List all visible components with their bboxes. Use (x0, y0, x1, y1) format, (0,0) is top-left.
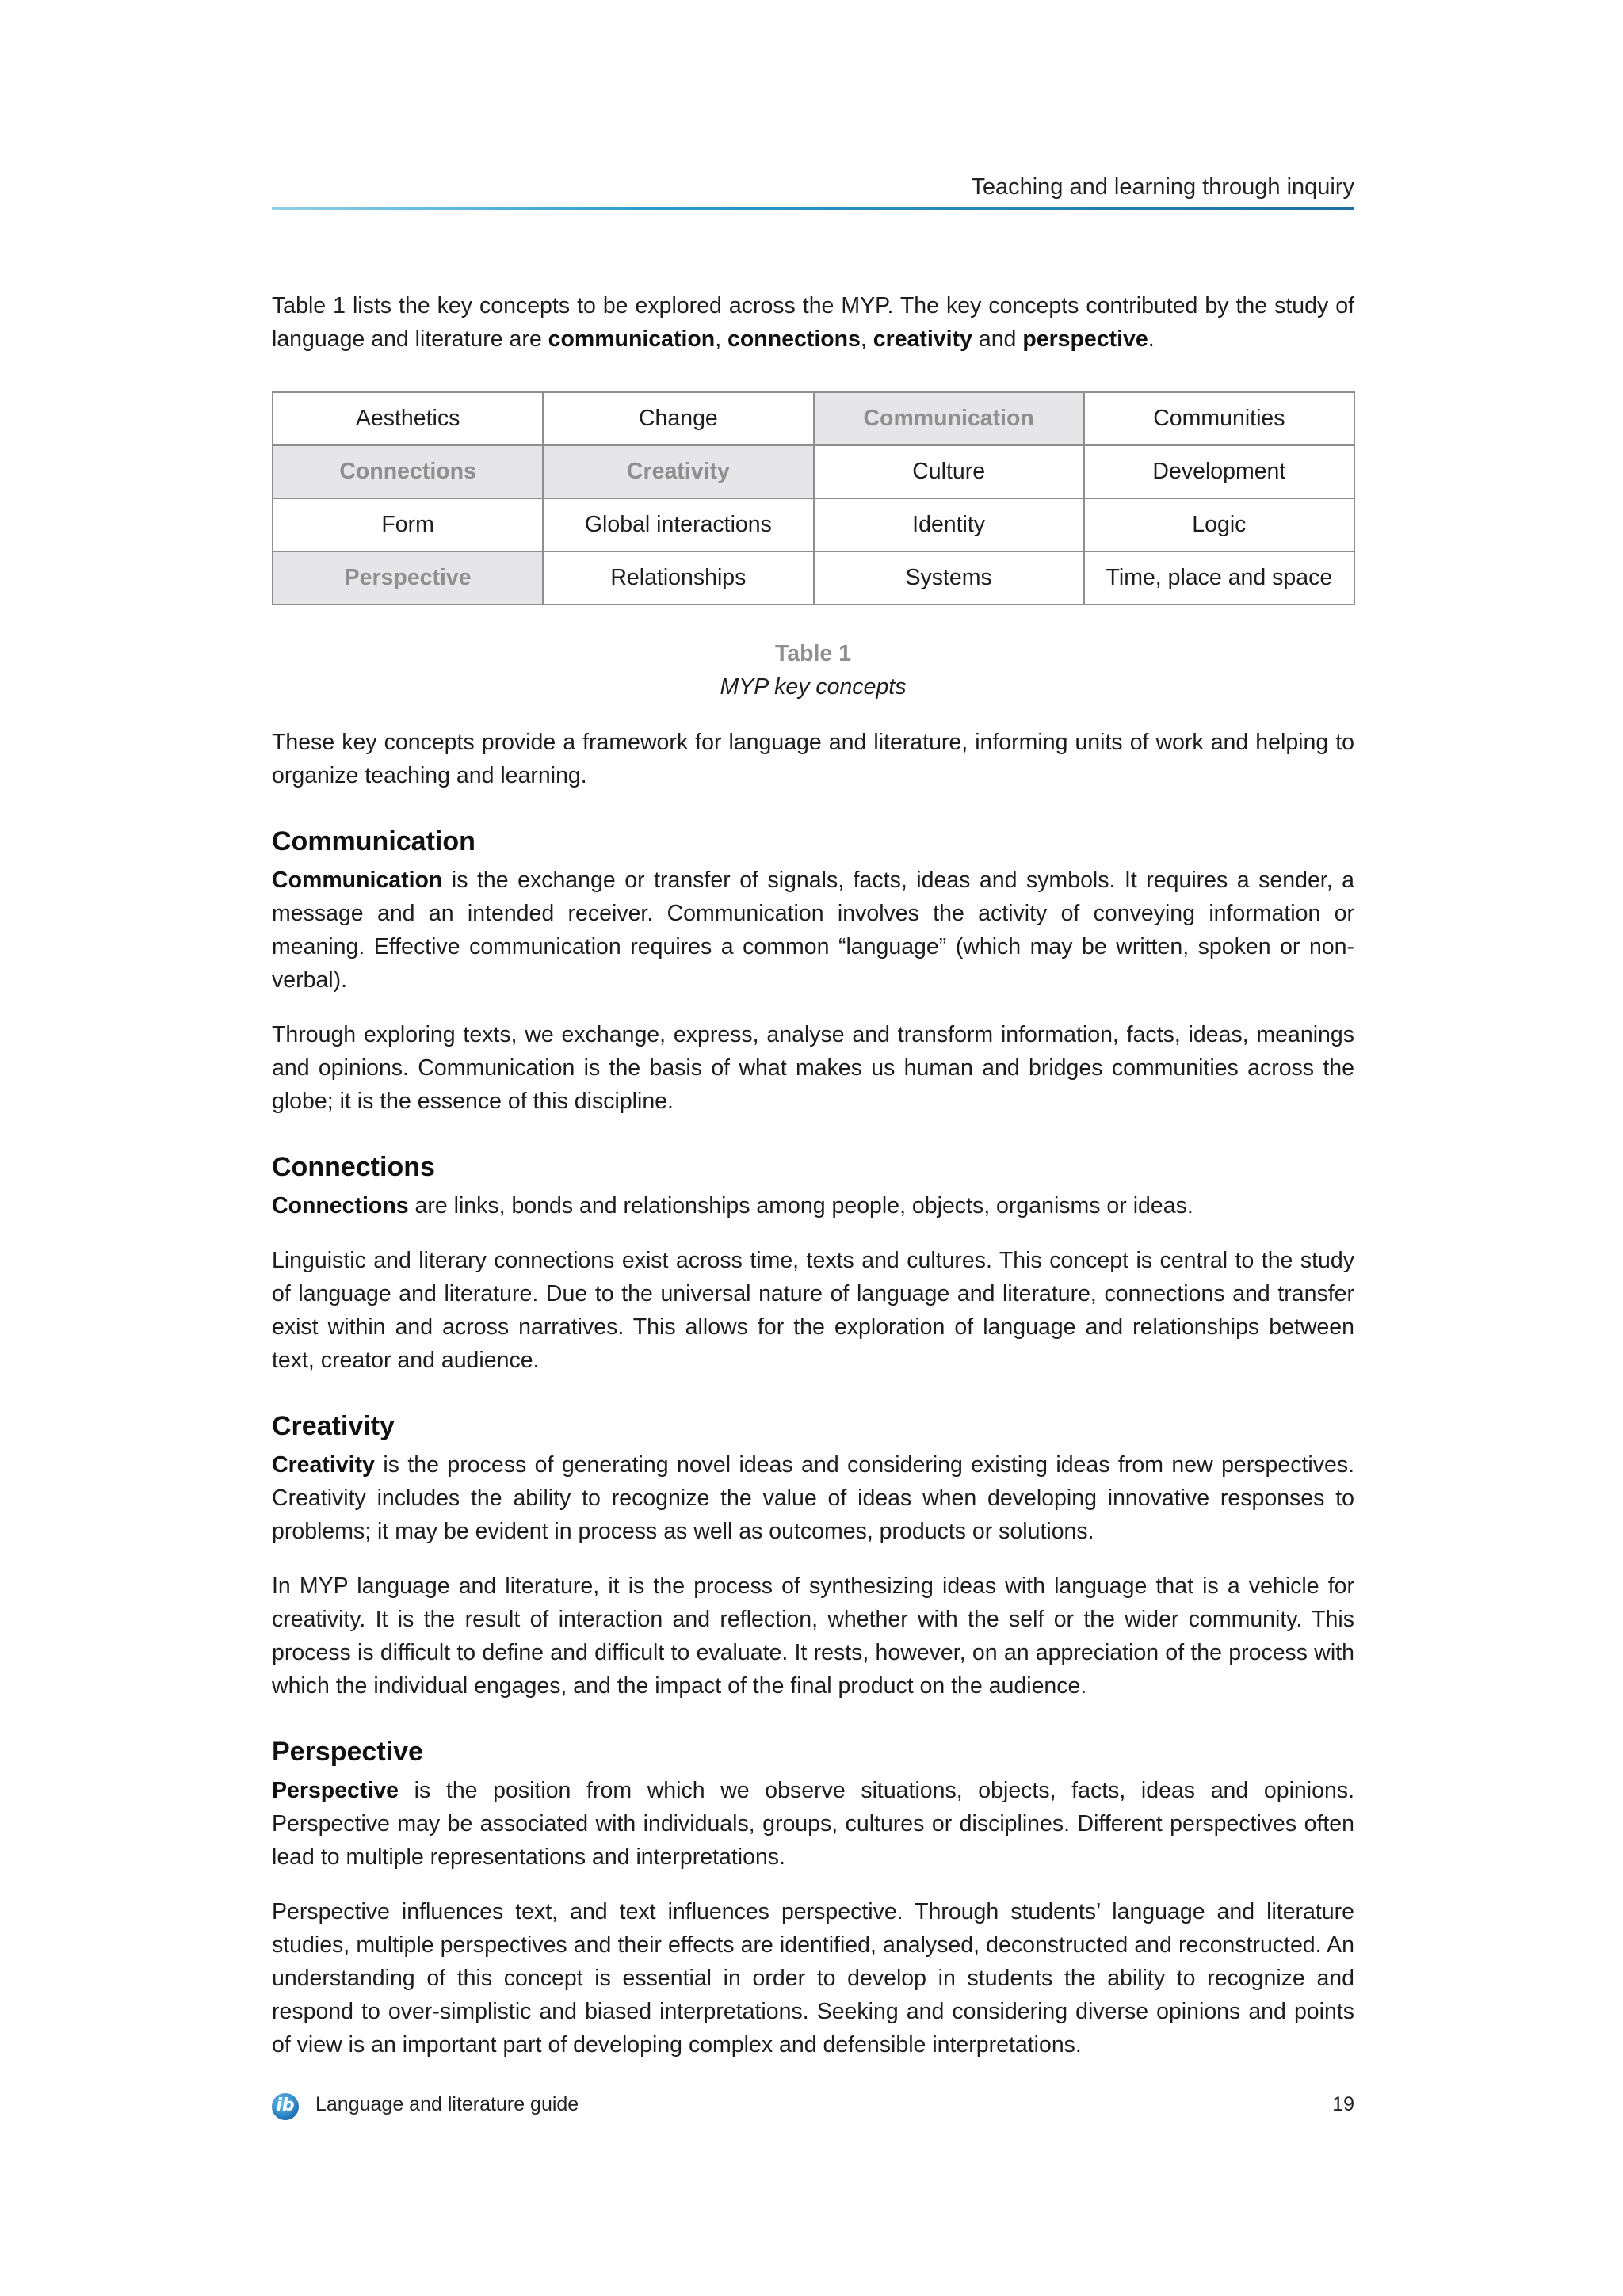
intro-term-communication: communication (548, 326, 716, 352)
framework-paragraph: These key concepts provide a framework for language and literature, informing units of work and helping to organize teaching and learning. (272, 730, 1354, 788)
table-cell-highlighted: Connections (273, 445, 543, 498)
table-cell-highlighted: Communication (814, 392, 1084, 445)
table-caption-title: MYP key concepts (720, 674, 907, 700)
table-cell: Culture (814, 445, 1084, 498)
section-heading-perspective: Perspective (272, 1737, 423, 1767)
page-footer (272, 2092, 1354, 2126)
connections-paragraph-1 (272, 1189, 1354, 1222)
table-caption-number: Table 1 (774, 641, 852, 666)
connections-paragraph-2: Linguistic and literary connections exist across time, texts and cultures. This concept is central to the study of language and literature. Due to the universal nature of language and literature, connections and transfer exist within and across narratives. This allows for the exploration of language and relationships between text, creator and audience. (272, 1248, 1354, 1373)
creativity-paragraph-2: In MYP language and literature, it is the process of synthesizing ideas with language that is a vehicle for creativity. It is the result of interaction and reflection, whether with the self or the wider community. This process is difficult to define and difficult to evaluate. It rests, however, on an appreciation of the process with which the individual engages, and the impact of the final product on the audience. (272, 1573, 1354, 1699)
header-rule (272, 207, 1354, 210)
intro-term-perspective: perspective (1022, 326, 1148, 352)
table-caption (272, 637, 1354, 704)
key-concepts-table (272, 391, 1355, 605)
creativity-paragraph-1 (272, 1448, 1354, 1548)
footer-title: Language and literature guide (315, 2093, 579, 2115)
term-connections: Connections (272, 1193, 409, 1219)
page-number: 19 (1332, 2093, 1354, 2115)
table-cell: Change (543, 392, 813, 445)
intro-term-creativity: creativity (873, 326, 972, 352)
paragraph-text: are links, bonds and relationships among people, objects, organisms or ideas. (408, 1193, 1193, 1219)
table-cell: Relationships (543, 551, 813, 605)
ib-logo-icon (272, 2093, 299, 2120)
table-cell: Communities (1084, 392, 1354, 445)
ib-logo-text: ib (276, 2096, 295, 2115)
term-communication: Communication (272, 868, 443, 893)
table-row (273, 445, 1354, 498)
paragraph-text: is the process of generating novel ideas and considering existing ideas from new perspectives. Creativity includes the ability to recognize the value of ideas when developing innovative responses to problems; it may be evident in process as well as outcomes, products or solutions. (272, 1452, 1354, 1544)
intro-period: . (1148, 326, 1155, 352)
perspective-paragraph-2: Perspective influences text, and text influences perspective. Through students’ language and literature studies, multiple perspectives and their effects are identified, analysed, deconstructed and reconstructed. An understanding of this concept is essential in order to develop in students the ability to recognize and respond to over-simplistic and biased interpretations. Seeking and considering diverse opinions and points of view is an important part of developing complex and defensible interpretations. (272, 1899, 1354, 2058)
term-creativity: Creativity (272, 1452, 375, 1478)
intro-separator: and (972, 326, 1023, 352)
table-cell-highlighted: Creativity (543, 445, 813, 498)
table-row (273, 551, 1354, 605)
communication-paragraph-1 (272, 864, 1354, 997)
table-cell: Systems (814, 551, 1084, 605)
table-cell: Development (1084, 445, 1354, 498)
table-cell: Aesthetics (273, 392, 543, 445)
table-row (273, 392, 1354, 445)
perspective-paragraph-1 (272, 1774, 1354, 1874)
intro-term-connections: connections (727, 326, 861, 352)
table-cell: Time, place and space (1084, 551, 1354, 605)
running-header-title: Teaching and learning through inquiry (971, 174, 1354, 200)
term-perspective: Perspective (272, 1778, 399, 1803)
table-cell: Form (273, 498, 543, 551)
intro-text: Table 1 lists the key concepts to be explored across the MYP. The key concepts contributed by the study of language and literature are (272, 293, 1354, 352)
table-cell: Logic (1084, 498, 1354, 551)
section-heading-communication: Communication (272, 826, 475, 856)
table-cell: Identity (814, 498, 1084, 551)
intro-separator: , (860, 326, 873, 352)
paragraph-text: is the exchange or transfer of signals, facts, ideas and symbols. It requires a sender, a message and an intended receiver. Communication involves the activity of conveying information or meaning. Effective communication requires a common “language” (which may be written, spoken or non-verbal). (272, 868, 1354, 993)
intro-paragraph (272, 289, 1354, 356)
table-cell-highlighted: Perspective (273, 551, 543, 605)
page-content (272, 289, 1354, 2083)
intro-separator: , (715, 326, 728, 352)
communication-paragraph-2: Through exploring texts, we exchange, express, analyse and transform information, facts, ideas, meanings and opinions. Communication is the basis of what makes us human and bridges communities across the globe; it is the essence of this discipline. (272, 1022, 1354, 1114)
section-heading-connections: Connections (272, 1152, 435, 1182)
section-heading-creativity: Creativity (272, 1411, 395, 1441)
paragraph-text: is the position from which we observe situations, objects, facts, ideas and opinions. Perspective may be associated with individuals, groups, cultures or disciplines. Different perspectives often lead to multiple representations and interpretations. (272, 1778, 1354, 1870)
table-cell: Global interactions (543, 498, 813, 551)
table-row (273, 498, 1354, 551)
